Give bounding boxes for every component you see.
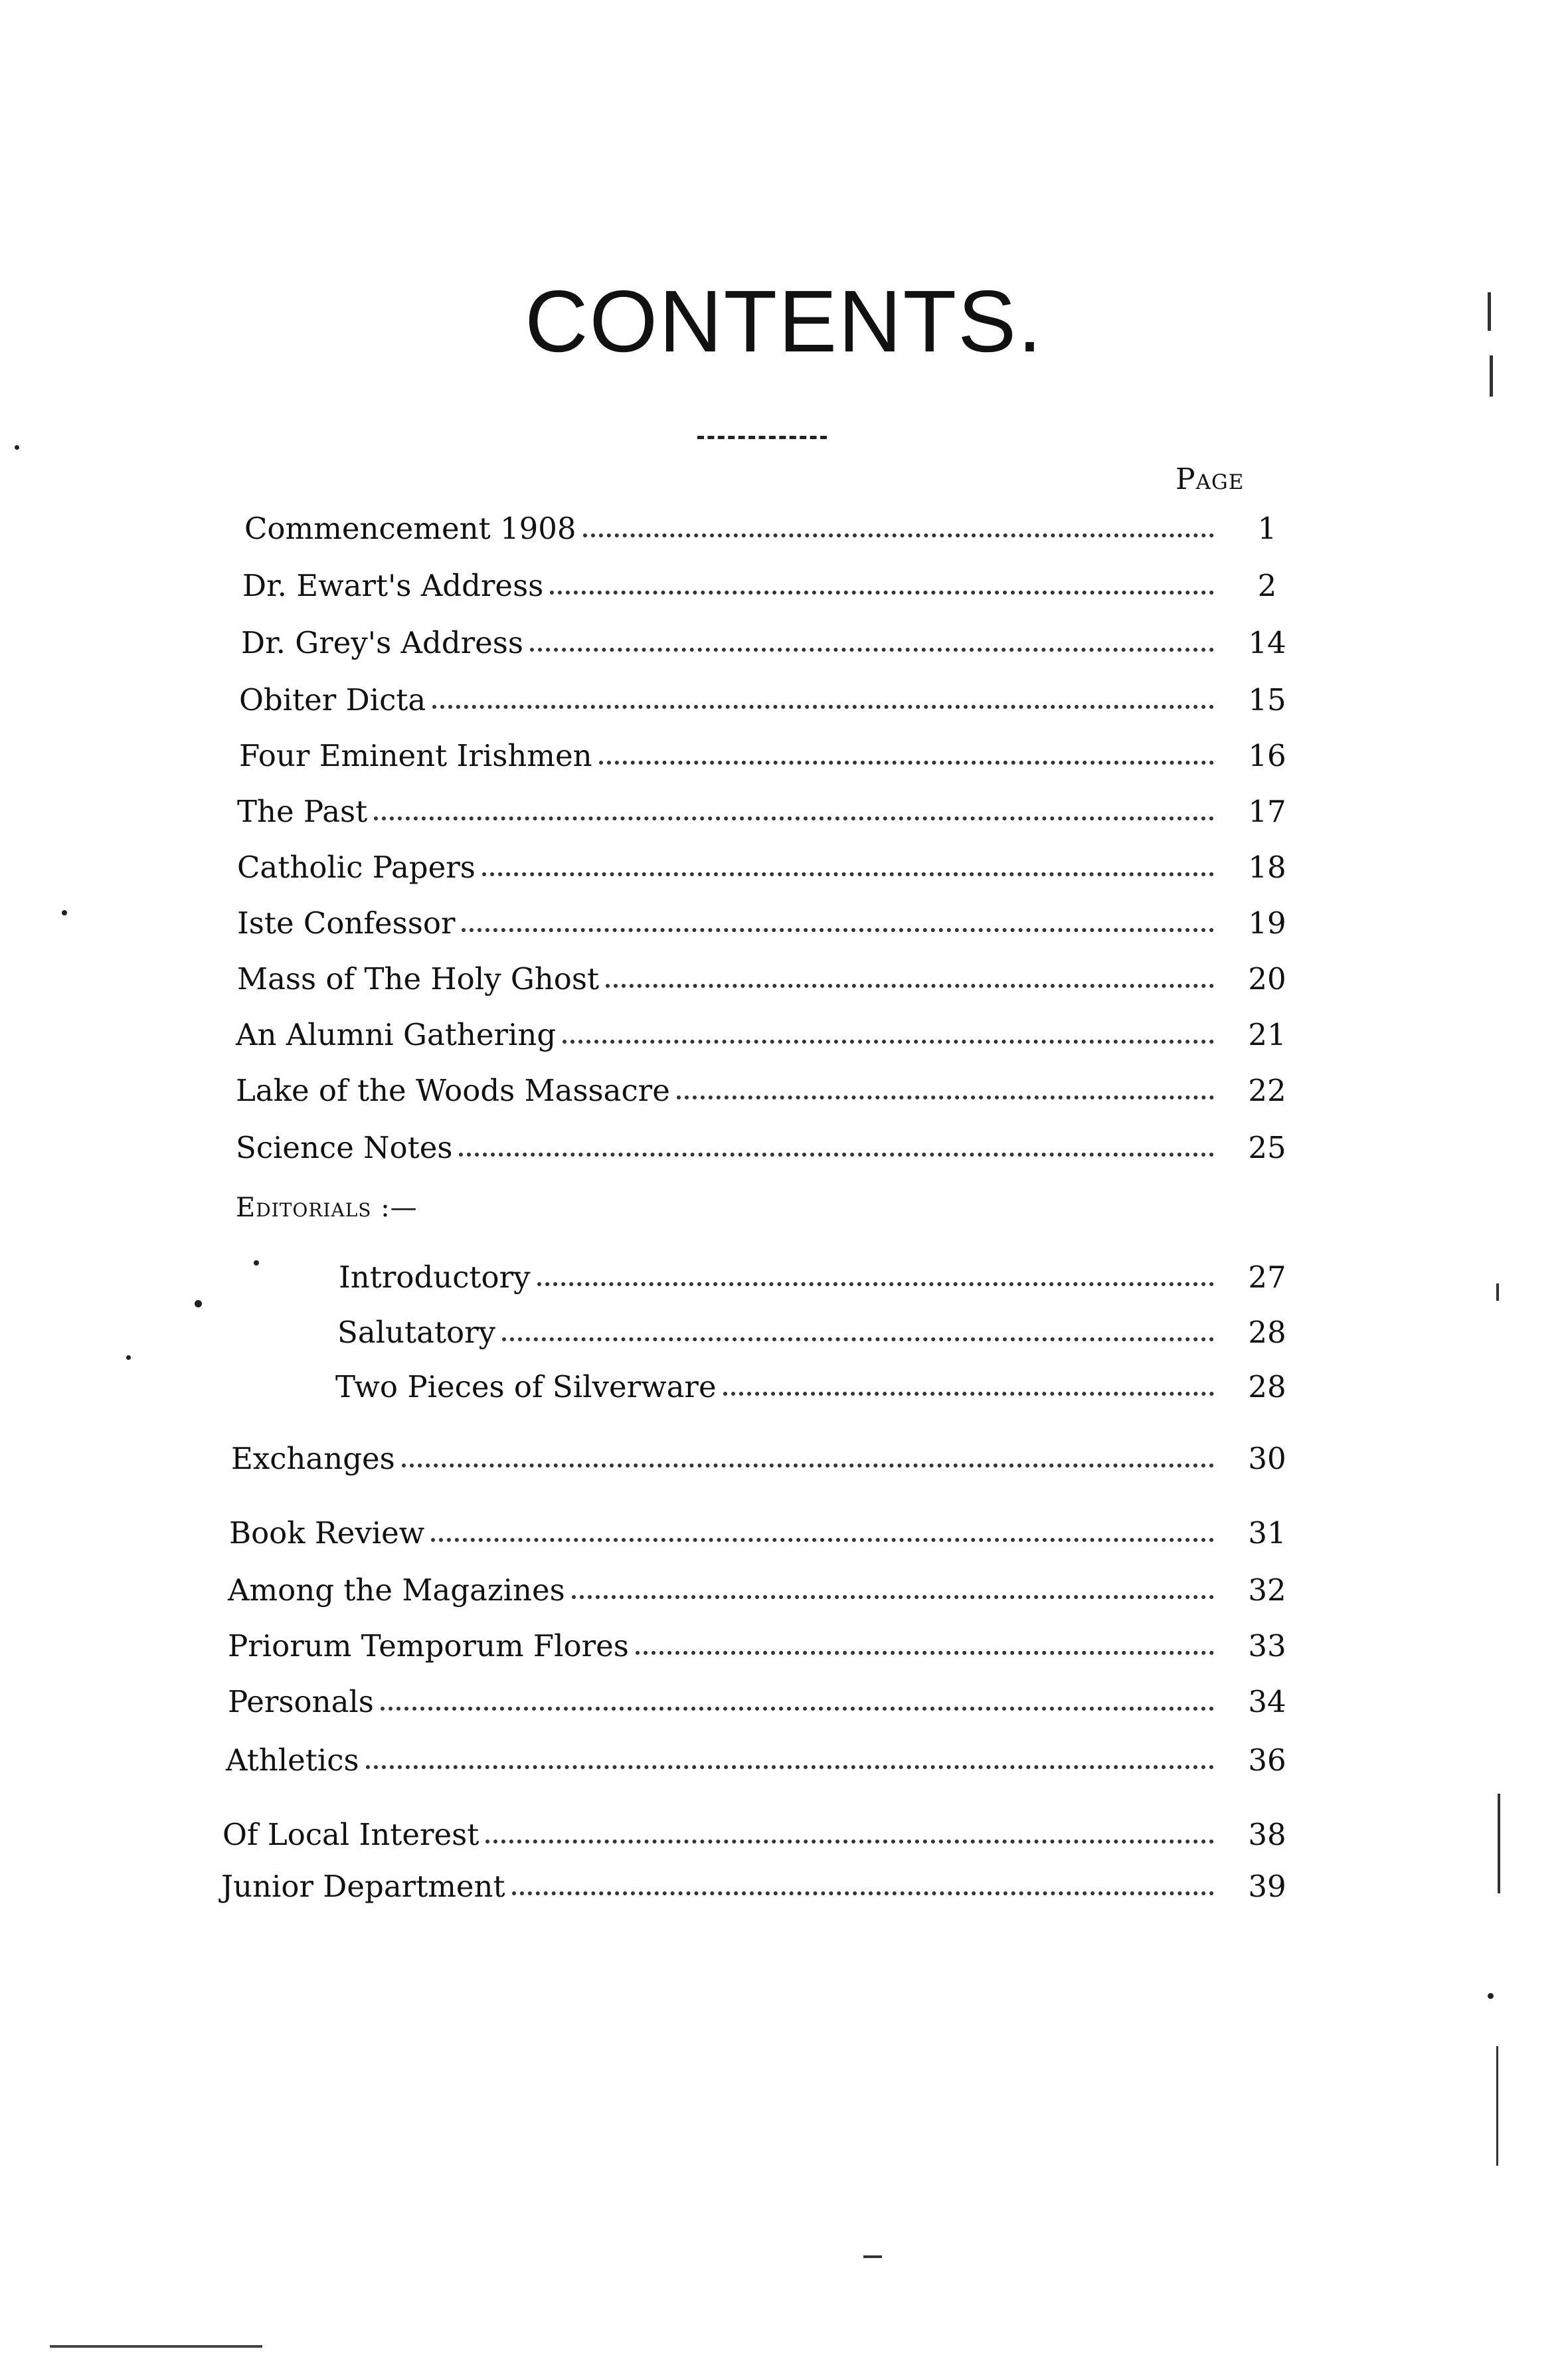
toc-entry[interactable]: [241, 618, 1294, 658]
page-column-header: Page: [1176, 462, 1245, 496]
toc-entry-title: Four Eminent Irishmen: [239, 738, 592, 773]
toc-entry-page: 2: [1257, 568, 1277, 603]
toc-entry[interactable]: [237, 954, 1294, 994]
dot-leader: [550, 591, 1214, 595]
toc-entry-title: Catholic Papers: [237, 850, 476, 885]
scan-artifact: [863, 2255, 882, 2258]
stray-mark: [195, 1300, 202, 1307]
toc-entry-title: Dr. Ewart's Address: [242, 568, 544, 603]
dot-leader: [459, 1153, 1214, 1157]
dot-leader: [677, 1095, 1214, 1099]
toc-subentry[interactable]: [335, 1362, 1294, 1402]
toc-entry-page: 27: [1248, 1260, 1286, 1295]
dot-leader: [366, 1765, 1214, 1769]
toc-entry-page: 16: [1248, 738, 1286, 773]
toc-entry[interactable]: [244, 504, 1294, 546]
scan-artifact: [1488, 292, 1491, 331]
stray-mark: [126, 1355, 131, 1360]
dot-leader: [636, 1651, 1214, 1655]
toc-entry[interactable]: [236, 1123, 1294, 1163]
toc-entry-title: The Past: [237, 794, 368, 829]
toc-entry-page: 18: [1248, 850, 1286, 885]
toc-entry[interactable]: [236, 1010, 1294, 1050]
toc-entry-title: Athletics: [226, 1743, 359, 1778]
scan-artifact: [1490, 355, 1493, 397]
toc-entry[interactable]: [239, 675, 1294, 715]
toc-entry-title: Salutatory: [337, 1315, 496, 1350]
scan-artifact: [1496, 2046, 1498, 2166]
dot-leader: [530, 648, 1214, 652]
stray-mark: [62, 910, 67, 915]
toc-entry[interactable]: [231, 1434, 1294, 1476]
toc-entry[interactable]: [222, 1810, 1294, 1852]
scan-artifact: [1496, 1283, 1499, 1301]
dot-leader: [572, 1595, 1214, 1599]
section-heading-editorials: Editorials :—: [236, 1192, 418, 1223]
toc-entry[interactable]: [237, 787, 1294, 829]
toc-entry-title: Obiter Dicta: [239, 682, 426, 717]
toc-subentry[interactable]: [339, 1252, 1294, 1295]
dot-leader: [402, 1464, 1214, 1468]
toc-entry-page: 36: [1248, 1743, 1286, 1778]
stray-mark: [1488, 1993, 1494, 1999]
toc-entry-page: 25: [1248, 1130, 1286, 1165]
stray-mark: [15, 445, 19, 450]
dot-leader: [482, 872, 1214, 876]
toc-entry[interactable]: [228, 1621, 1294, 1661]
toc-entry-page: 1: [1257, 511, 1277, 546]
dot-leader: [485, 1840, 1214, 1844]
toc-entry-page: 28: [1248, 1369, 1286, 1404]
dot-leader: [606, 984, 1214, 988]
scan-artifact: [1498, 1794, 1500, 1893]
toc-entry[interactable]: [228, 1565, 1294, 1608]
toc-entry-page: 34: [1248, 1684, 1286, 1719]
toc-entry-page: 21: [1248, 1017, 1286, 1052]
toc-entry-title: Among the Magazines: [228, 1572, 565, 1608]
dot-leader: [502, 1337, 1214, 1341]
stray-mark: [254, 1260, 259, 1266]
bottom-rule: [50, 2345, 262, 2348]
toc-entry[interactable]: [228, 1677, 1294, 1717]
dot-leader: [723, 1392, 1214, 1396]
toc-entry-title: Priorum Temporum Flores: [228, 1628, 629, 1663]
dot-leader: [512, 1891, 1214, 1895]
toc-entry-page: 17: [1248, 794, 1286, 829]
toc-entry-page: 30: [1248, 1441, 1286, 1476]
toc-entry-title: Dr. Grey's Address: [241, 625, 523, 660]
toc-entry-title: Exchanges: [231, 1441, 395, 1476]
toc-entry-page: 38: [1248, 1817, 1286, 1852]
toc-entry-page: 20: [1248, 961, 1286, 996]
page-title: CONTENTS.: [525, 272, 1043, 370]
toc-entry-title: Iste Confessor: [237, 905, 456, 941]
toc-entry-title: Two Pieces of Silverware: [335, 1369, 717, 1404]
dot-leader: [432, 705, 1214, 709]
toc-entry-page: 28: [1248, 1315, 1286, 1350]
toc-entry[interactable]: [242, 561, 1294, 601]
dot-leader: [599, 761, 1214, 765]
dot-leader: [374, 816, 1214, 820]
toc-entry-page: 15: [1248, 682, 1286, 717]
toc-entry-title: Lake of the Woods Massacre: [236, 1073, 670, 1108]
dot-leader: [537, 1282, 1214, 1286]
toc-entry[interactable]: [237, 898, 1294, 941]
toc-entry[interactable]: [237, 842, 1294, 885]
toc-entry-page: 33: [1248, 1628, 1286, 1663]
toc-entry-page: 31: [1248, 1515, 1286, 1551]
toc-entry[interactable]: [229, 1508, 1294, 1551]
dot-leader: [381, 1707, 1214, 1711]
toc-entry-title: Introductory: [339, 1260, 531, 1295]
toc-entry-title: Book Review: [229, 1515, 425, 1551]
dot-leader: [431, 1538, 1214, 1542]
toc-entry-page: 22: [1248, 1073, 1286, 1108]
toc-entry-title: Commencement 1908: [244, 511, 576, 546]
toc-entry[interactable]: [239, 731, 1294, 771]
toc-entry-title: Junior Department: [221, 1869, 505, 1904]
toc-entry-page: 19: [1248, 905, 1286, 941]
toc-entry[interactable]: [226, 1735, 1294, 1778]
toc-entry-title: Science Notes: [236, 1130, 453, 1165]
toc-entry-page: 32: [1248, 1572, 1286, 1608]
dot-leader: [563, 1040, 1214, 1044]
toc-entry-title: Of Local Interest: [222, 1817, 479, 1852]
toc-entry-page: 39: [1248, 1869, 1286, 1904]
toc-entry-title: An Alumni Gathering: [236, 1017, 557, 1052]
toc-subentry[interactable]: [337, 1307, 1294, 1350]
toc-entry[interactable]: [236, 1066, 1294, 1108]
dot-leader: [583, 533, 1214, 537]
toc-entry[interactable]: [221, 1861, 1294, 1904]
toc-entry-title: Mass of The Holy Ghost: [237, 961, 600, 996]
toc-entry-title: Personals: [228, 1684, 374, 1719]
dot-leader: [462, 928, 1214, 932]
toc-entry-page: 14: [1248, 625, 1286, 660]
